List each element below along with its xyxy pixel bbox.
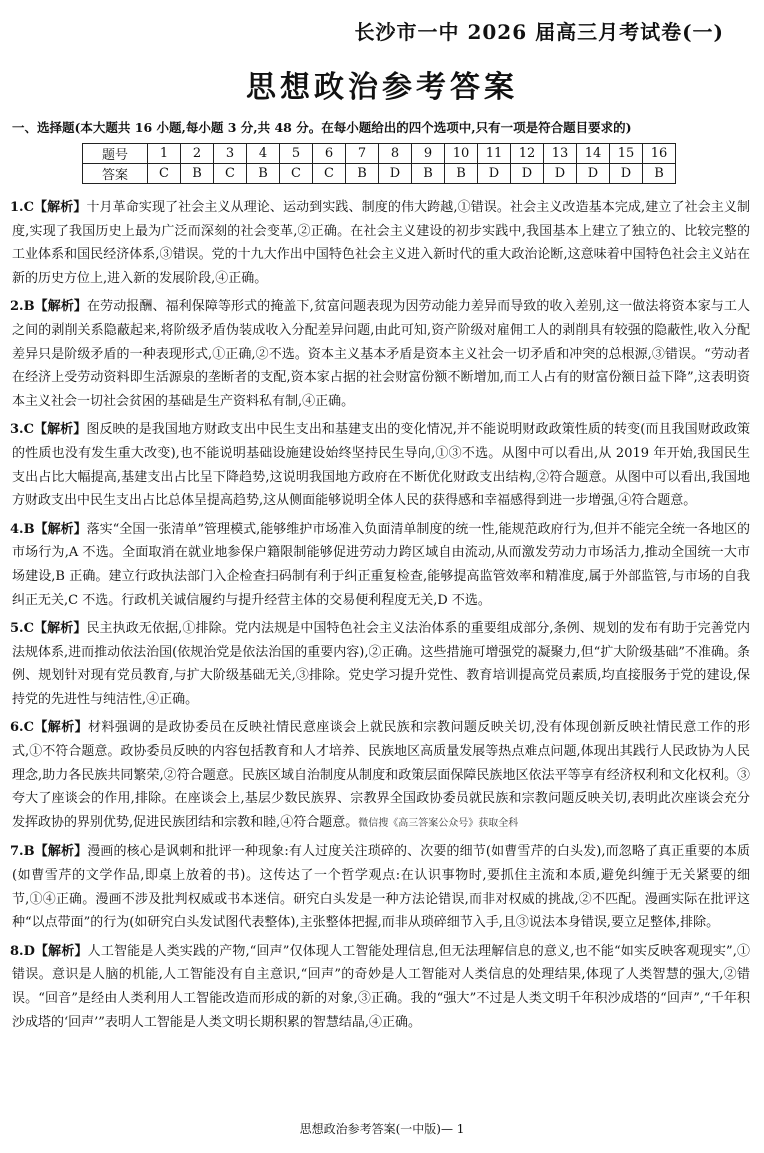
item-text: 落实“全国一张清单”管理模式,能够维护市场准入负面清单制度的统一性,能规范政府行为,但并不能完全统一各地区的市场行为,A 不选。全面取消在就业地参保户籍限制能够促进劳动力跨区域自由流动,从而激发劳动力市场活力,推动全国统一大市场建设,B 正确。建立行政执法部门入企检查扫码制有利于纠正重复检查,能够提高监管效率和精准度,属于外部监管,与市场的自我纠正无关,C 不选。行政机关诚信履约与提升经营主体的交易便利程度无关,D 不选。	[12, 521, 750, 608]
item-text: 图反映的是我国地方财政支出中民生支出和基建支出的变化情况,并不能说明财政政策性质的转变(而且我国财政政策的性质也没有发生重大改变),也不能说明基础设施建设始终坚持民生导向,①③不选。从图中可以看出,从 2019 年开始,我国民生支出占比大幅提高,基建支出占比呈下降趋势,这说明我国地方政府在不断优化财政支出结构,②符合题意。从图中可以看出,我国地方财政支出中民生支出占比总体呈提高趋势,这从侧面能够说明全体人民的获得感和幸福感得到进一步增强,④符合题意。	[12, 422, 750, 509]
watermark-note: 微信搜《高三答案公众号》获取全科	[358, 817, 519, 829]
question-number: 8	[379, 144, 412, 164]
item-text: 材料强调的是政协委员在反映社情民意座谈会上就民族和宗教问题反映关切,没有体现创新反映社情民意工作的形式,①不符合题意。政协委员反映的内容包括教育和人才培养、民族地区高质量发展等热点难点问题,体现出其践行人民政协为人民理念,助力各民族共同繁荣,②符合题意。民族区域自治制度从制度和政策层面保障民族地区依法平等享有经济权利和文化权利。③夸大了座谈会的作用,排除。在座谈会上,基层少数民族界、宗教界全国政协委员就民族和宗教问题反映关切,表明此次座谈会充分发挥政协的界别优势,促进民族团结和宗教和睦,④符合题意。	[12, 720, 750, 830]
explanation-item-3	[12, 418, 750, 512]
explanation-item-1	[12, 196, 750, 290]
item-number: 4.B	[10, 521, 35, 537]
analysis-tag: 【解析】	[33, 720, 89, 736]
answer-table-answer-row	[83, 164, 676, 184]
item-number: 3.C	[10, 422, 34, 438]
number-row-label: 题号	[83, 144, 148, 164]
analysis-tag: 【解析】	[34, 844, 88, 860]
answer-cell: B	[643, 164, 676, 184]
analysis-tag: 【解析】	[33, 422, 87, 438]
item-number: 7.B	[10, 844, 35, 860]
answer-cell: D	[544, 164, 577, 184]
analysis-tag: 【解析】	[33, 200, 87, 215]
question-number: 2	[181, 144, 214, 164]
answer-cell: B	[346, 164, 379, 184]
question-number: 9	[412, 144, 445, 164]
item-text: 在劳动报酬、福利保障等形式的掩盖下,贫富问题表现为因劳动能力差异而导致的收入差别,这一做法将资本家与工人之间的剥削关系隐蔽起来,将阶级矛盾伪装成收入分配差异问题,由此可知,资产阶级对雇佣工人的剥削具有较强的隐蔽性,收入分配差异只是阶级矛盾的一种表现形式,①正确,②不选。资本主义基本矛盾是资本主义社会一切矛盾和冲突的总根源,③错误。“劳动者在经济上受劳动资料即生活源泉的垄断者的支配,资本家占据的社会财富份额不断增加,而工人占有的财富份额日益下降”,这表明资本主义社会一切社会贫困的基础是生产资料私有制,④正确。	[12, 299, 750, 409]
page-footer: 思想政治参考答案(一中版)— 1	[299, 1122, 465, 1136]
item-text: 民主执政无依据,①排除。党内法规是中国特色社会主义法治体系的重要组成部分,条例、规划的发布有助于完善党内法规体系,进而推动依法治国(依规治党是依法治国的重要内容),②正确。这些措施可增强党的凝聚力,但“扩大阶级基础”不准确。条例、规划针对现有党员教育,与扩大阶级基础无关,③排除。党史学习提升党性、教育培训提高党员素质,均直接服务于党的建设,保持党的先进性与纯洁性,④正确。	[12, 621, 750, 707]
answer-cell: D	[511, 164, 544, 184]
item-text: 人工智能是人类实践的产物,“回声”仅体现人工智能处理信息,但无法理解信息的意义,也不能“如实反映客观现实”,①错误。意识是人脑的机能,人工智能没有自主意识,“回声”的奇妙是人工智能对人类信息的处理结果,体现了人类智慧的强大,②错误。“回音”是经由人类利用人工智能改造而形成的新的对象,③正确。我的“强大”不过是人类文明千年积沙成塔的“回声”,“千年积沙成塔的‘回声’”表明人工智能是人类文明长期积累的智慧结晶,④正确。	[12, 943, 750, 1030]
question-number: 16	[643, 144, 676, 164]
question-number: 3	[214, 144, 247, 164]
answer-table	[82, 143, 676, 184]
answer-cell: B	[247, 164, 280, 184]
analysis-tag: 【解析】	[33, 621, 87, 637]
answer-cell: C	[280, 164, 313, 184]
answer-cell: B	[445, 164, 478, 184]
section-title: 一、选择题(本大题共 16 小题,每小题 3 分,共 48 分。在每小题给出的四个选项中,只有一项是符合题目要求的)	[12, 120, 632, 135]
answer-cell: C	[148, 164, 181, 184]
answer-cell: B	[412, 164, 445, 184]
answer-cell: D	[478, 164, 511, 184]
question-number: 11	[478, 144, 511, 164]
item-number: 8.D	[10, 943, 35, 959]
explanation-item-2	[12, 295, 750, 413]
item-number: 6.C	[10, 720, 34, 736]
exam-title: 长沙市一中 2026 届高三月考试卷(一)	[354, 20, 724, 44]
item-text: 漫画的核心是讽刺和批评一种现象:有人过度关注琐碎的、次要的细节(如曹雪芹的白头发),而忽略了真正重要的本质(如曹雪芹的文学作品,即桌上放着的书)。这传达了一个哲学观点:在认识事物时,要抓住主流和本质,避免纠缠于无关紧要的细节,①④正确。漫画不涉及批判权威或书本迷信。研究白头发是一种方法论错误,而非对权威的挑战,②不匹配。漫画实际在批评这种“以点带面”的行为(如研究白头发试图代表整体),主张整体把握,而非从琐碎细节入手,且③说法本身错误,要立足整体,排除。	[12, 844, 750, 931]
question-number: 4	[247, 144, 280, 164]
explanation-item-6	[12, 716, 750, 835]
question-number: 7	[346, 144, 379, 164]
question-number: 10	[445, 144, 478, 164]
answer-row-label: 答案	[83, 164, 148, 184]
item-number: 2.B	[10, 299, 35, 315]
answer-cell: D	[577, 164, 610, 184]
answer-explanations	[12, 196, 750, 1039]
answer-cell: C	[214, 164, 247, 184]
question-number: 5	[280, 144, 313, 164]
answer-cell: D	[610, 164, 643, 184]
answer-table-number-row	[83, 144, 676, 164]
item-number: 1.C	[10, 200, 34, 215]
explanation-item-5	[12, 617, 750, 711]
explanation-item-8	[12, 940, 750, 1034]
answer-cell: B	[181, 164, 214, 184]
analysis-tag: 【解析】	[34, 521, 87, 537]
analysis-tag: 【解析】	[34, 299, 88, 315]
question-number: 15	[610, 144, 643, 164]
answer-cell: D	[379, 164, 412, 184]
item-number: 5.C	[10, 621, 34, 637]
item-text: 十月革命实现了社会主义从理论、运动到实践、制度的伟大跨越,①错误。社会主义改造基本完成,建立了社会主义制度,实现了我国历史上最为广泛而深刻的社会变革,②正确。在社会主义建设的初步实践中,我国基本上建立了独立的、比较完整的工业体系和国民经济体系,③错误。党的十九大作出中国特色社会主义进入新时代的重大政治论断,这意味着中国特色社会主义站在新的历史方位上,进入新的发展阶段,④正确。	[12, 200, 750, 286]
explanation-item-7	[12, 840, 750, 934]
question-number: 6	[313, 144, 346, 164]
document-title: 思想政治参考答案	[246, 70, 518, 105]
question-number: 12	[511, 144, 544, 164]
question-number: 14	[577, 144, 610, 164]
answer-cell: C	[313, 164, 346, 184]
analysis-tag: 【解析】	[34, 943, 88, 959]
explanation-item-4	[12, 518, 750, 612]
question-number: 13	[544, 144, 577, 164]
question-number: 1	[148, 144, 181, 164]
